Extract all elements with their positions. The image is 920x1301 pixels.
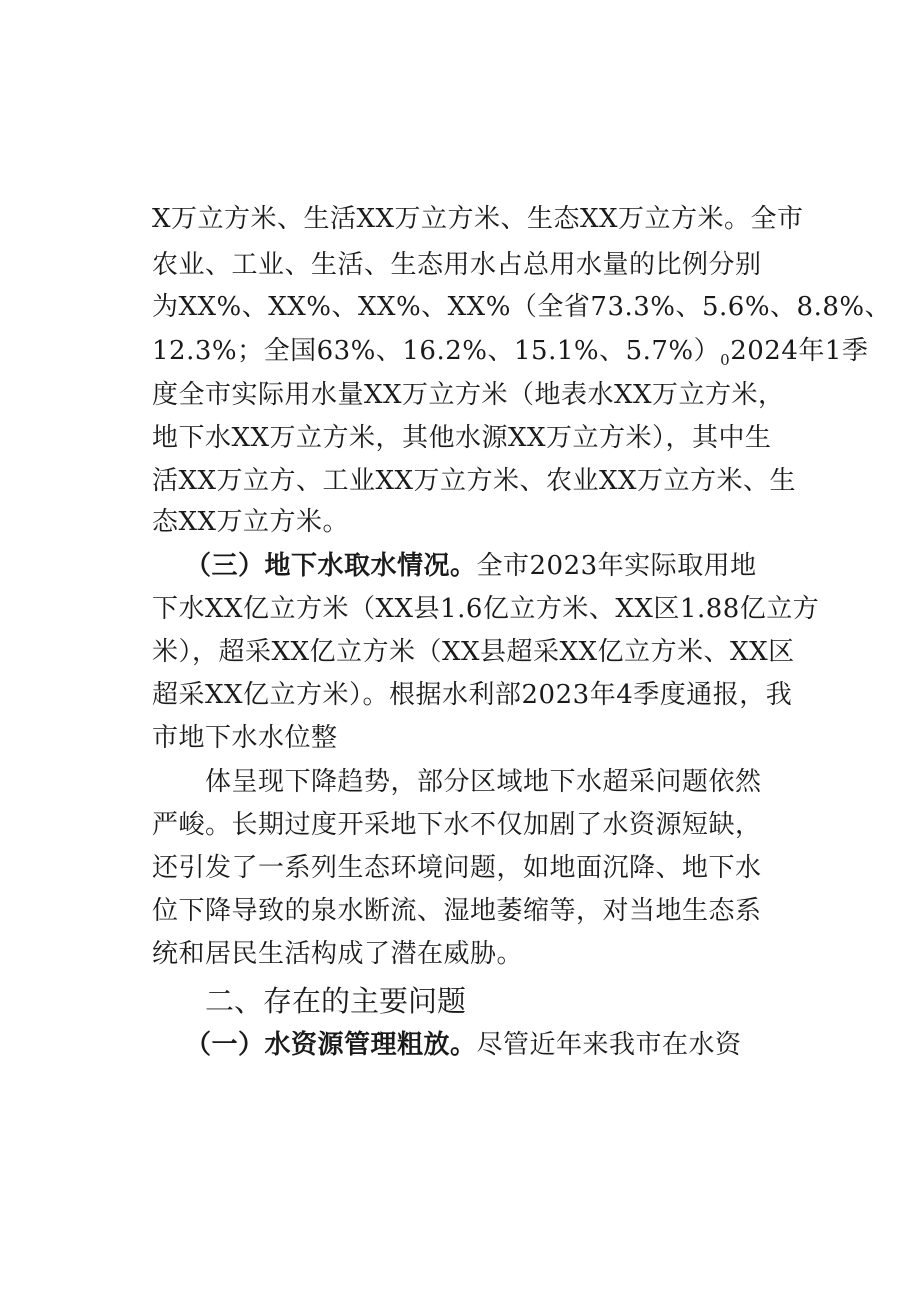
text-line bbox=[185, 1025, 772, 1065]
text-line: 超采XX亿立方米）。根据水利部2023年4季度通报，我 bbox=[152, 680, 793, 710]
text-line bbox=[152, 331, 869, 371]
text-line: 下水XX亿立方米（XX县1.6亿立方米、XX区1.88亿立方 bbox=[152, 594, 820, 624]
text-segment: 12.3%；全国63%、16.2%、15.1%、5.7%） bbox=[152, 336, 721, 366]
text-line: 度全市实际用水量XX万立方米（地表水XX万立方米， bbox=[152, 380, 785, 410]
text-line: 统和居民生活构成了潜在威胁。 bbox=[152, 939, 524, 969]
text-line: 活XX万立方、工业XX万立方米、农业XX万立方米、生 bbox=[152, 466, 797, 496]
section-heading: 二、存在的主要问题 bbox=[205, 984, 467, 1018]
text-line: X万立方米、生活XX万立方米、生态XX万立方米。全市 bbox=[152, 204, 804, 234]
text-segment: 2024年1季 bbox=[730, 336, 869, 366]
text-line: 态XX万立方米。 bbox=[152, 507, 350, 537]
text-line: 还引发了一系列生态环境问题，如地面沉降、地下水 bbox=[152, 853, 762, 883]
subsection-title: （三）地下水取水情况。 bbox=[185, 551, 477, 581]
text-line bbox=[185, 546, 772, 586]
text-line: 为XX%、XX%、XX%、XX%（全省73.3%、5.6%、8.8%、 bbox=[152, 292, 892, 322]
text-line: 市地下水水位整 bbox=[152, 723, 338, 753]
text-line: 位下降导致的泉水断流、湿地萎缩等，对当地生态系 bbox=[152, 896, 762, 926]
text-segment: 尽管近年来我市在水资 bbox=[476, 1030, 742, 1060]
subsection-title: （一）水资源管理粗放。 bbox=[185, 1030, 477, 1060]
subscript-mark: 0 bbox=[720, 351, 731, 369]
text-line: 地下水XX万立方米，其他水源XX万立方米），其中生 bbox=[152, 423, 772, 453]
text-line: 严峻。长期过度开采地下水不仅加剧了水资源短缺， bbox=[152, 810, 762, 840]
text-line: 米），超采XX亿立方米（XX县超采XX亿立方米、XX区 bbox=[152, 637, 795, 667]
text-segment: 全市2023年实际取用地 bbox=[476, 551, 757, 581]
text-line: 农业、工业、生活、生态用水占总用水量的比例分别 bbox=[152, 250, 762, 280]
text-line: 体呈现下降趋势，部分区域地下水超采问题依然 bbox=[205, 767, 762, 797]
